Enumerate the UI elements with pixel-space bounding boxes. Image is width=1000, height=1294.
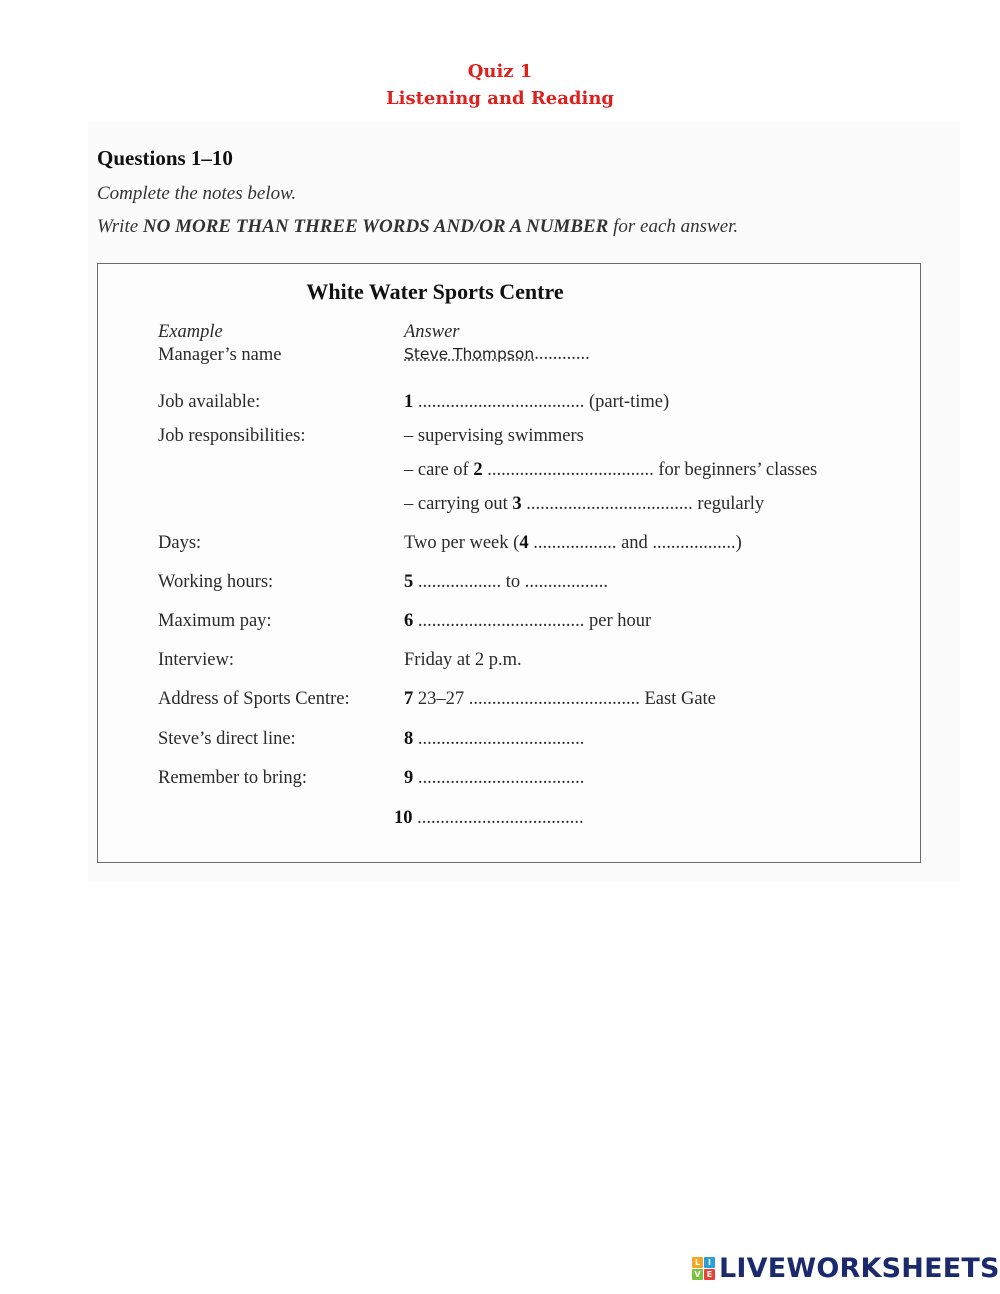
handwritten-answer: Steve Thompson [404, 345, 535, 363]
question-number: 8 [404, 729, 414, 749]
row-text: .................................... per hour [413, 611, 652, 631]
instruction-complete: Complete the notes below. [97, 183, 297, 204]
row-label: Working hours: [158, 572, 274, 592]
instruction-post: for each answer. [608, 216, 739, 237]
question-number: 3 [512, 494, 522, 514]
answer-blank-3[interactable] [404, 494, 764, 515]
row-text: 23–27 ..................................... East Gate [413, 689, 716, 709]
row-label: Steve’s direct line: [158, 729, 296, 749]
question-number: 6 [404, 611, 414, 631]
row-text: .................................... regularly [521, 494, 765, 514]
logo-text: LIVEWORKSHEETS [719, 1253, 1000, 1284]
row-text: .................................... [413, 768, 585, 788]
row-label: Days: [158, 533, 202, 553]
question-number: 7 [404, 689, 414, 709]
liveworksheets-logo [692, 1253, 1000, 1284]
answer-label: Answer [404, 322, 460, 342]
row-text: .................................... [412, 808, 584, 828]
quiz-title: Quiz 1 [467, 61, 533, 82]
row-pre: – carrying out [404, 494, 513, 514]
question-number: 1 [404, 392, 414, 412]
row-label: Remember to bring: [158, 768, 307, 788]
instruction-word-limit [97, 216, 738, 238]
row-label: Job available: [158, 392, 261, 412]
question-number: 9 [404, 768, 414, 788]
row-pre: – care of [404, 460, 474, 480]
row-text: .................. to .................. [413, 572, 609, 592]
row-value: – supervising swimmers [404, 426, 584, 446]
row-label: Address of Sports Centre: [158, 689, 350, 709]
answer-blank-1[interactable] [404, 392, 669, 413]
logo-blocks-icon [692, 1257, 715, 1280]
row-text: .................. and ..................) [528, 533, 742, 553]
row-text: .................................... for beginners’ classes [482, 460, 818, 480]
logo-block: L [692, 1257, 703, 1268]
question-number: 4 [519, 533, 529, 553]
question-number: 5 [404, 572, 414, 592]
answer-blank-10[interactable] [394, 808, 584, 829]
row-label: Maximum pay: [158, 611, 272, 631]
row-text: .................................... (part-time) [413, 392, 670, 412]
question-number: 10 [394, 808, 413, 828]
logo-block: I [704, 1257, 715, 1268]
questions-heading: Questions 1–10 [97, 146, 233, 170]
row-label: Interview: [158, 650, 235, 670]
notes-title: White Water Sports Centre [306, 279, 564, 304]
manager-answer [404, 344, 590, 365]
logo-block: E [704, 1269, 715, 1280]
example-label: Example [158, 322, 223, 342]
answer-blank-7[interactable] [404, 689, 716, 710]
instruction-bold: NO MORE THAN THREE WORDS AND/OR A NUMBER [142, 216, 609, 237]
answer-blank-5[interactable] [404, 572, 608, 593]
question-number: 2 [473, 460, 483, 480]
logo-block: V [692, 1269, 703, 1280]
answer-blank-9[interactable] [404, 768, 584, 789]
quiz-subtitle: Listening and Reading [385, 88, 615, 109]
manager-dots: ............ [534, 344, 590, 364]
row-label: Job responsibilities: [158, 426, 306, 446]
answer-blank-8[interactable] [404, 729, 584, 750]
manager-label: Manager’s name [158, 345, 282, 365]
row-pre: Two per week ( [404, 533, 520, 553]
row-value: Friday at 2 p.m. [404, 650, 522, 670]
instruction-pre: Write [97, 216, 143, 237]
answer-blank-4[interactable] [404, 533, 742, 554]
answer-blank-2[interactable] [404, 460, 817, 481]
answer-blank-6[interactable] [404, 611, 651, 632]
row-text: .................................... [413, 729, 585, 749]
